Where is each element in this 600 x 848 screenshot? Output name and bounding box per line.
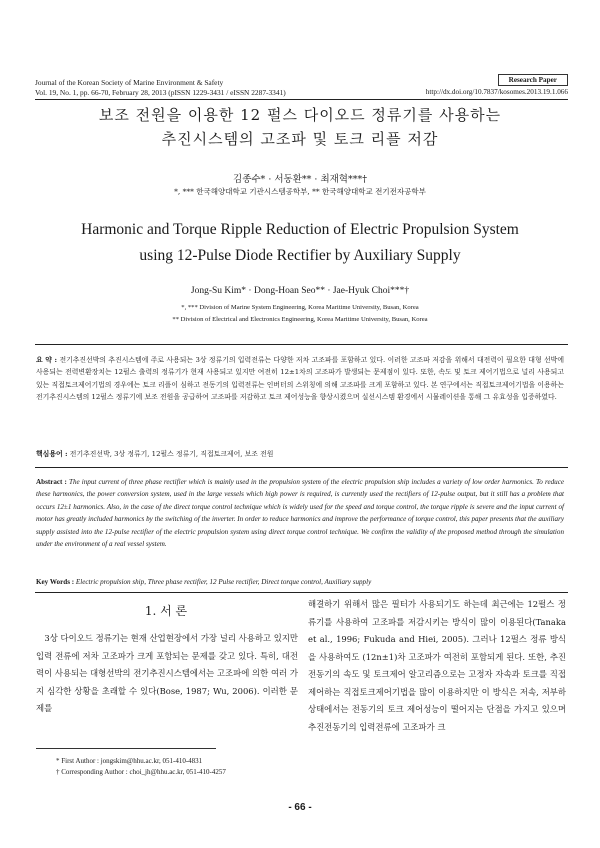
english-abstract-text: The input current of three phase rectifier which is mainly used in the propulsion system of the electric propulsion ship includes a variety of low order harmonics. To reduce these harmonics, the power conversion system, used in the large vessels which high power is required, is currently used the rectifiers of 12-pulse output, but it still has a problem that occurs 12±1 harmonics. Also, in the case of the direct torque control technique which is widely used for the speed and torque control, the torque ripple is severe and the input current of motor has greatly included harmonics by the switching of the inverter. In order to reduce harmonics and improve the performance of torque control, this paper presents that the auxiliary supply assisted into the 12-pulse rectifier of the electric propulsion system using direct torque control technique. We confirm the validity of the proposed method through the simulation under the environment of a real vessel system. [36, 478, 564, 549]
english-title [0, 217, 600, 269]
korean-affiliation: *, *** 한국해양대학교 기관시스템공학부, ** 한국해양대학교 전기전자공학부 [174, 187, 426, 196]
english-keywords-label: Key Words : [36, 578, 75, 586]
abstract-top-rule [35, 344, 568, 345]
journal-volume: Vol. 19, No. 1, pp. 66-70, February 28, 2013 (pISSN 1229-3431 / eISSN 2287-3341) [35, 88, 286, 97]
article-type-badge: Research Paper [498, 74, 568, 86]
korean-title [0, 103, 600, 151]
korean-title-line1: 보조 전원을 이용한 12 펄스 다이오드 정류기를 사용하는 [98, 106, 502, 124]
journal-header [35, 78, 286, 98]
english-affiliation [0, 302, 600, 326]
english-title-line2: using 12-Pulse Diode Rectifier by Auxiliary Supply [139, 247, 461, 264]
korean-abstract-text: 전기추진선박의 추진시스템에 주로 사용되는 3상 정류기의 입력전류는 다양한 저차 고조파를 포함하고 있다. 이러한 고조파 저감을 위해서 대전력이 필요한 대형 선박에 사용되는 전력변환장치는 12펄스 출력의 정류기가 현재 사용되고 있지만 여전히 12±1차의 고조파가 발생되는 문제점이 있다. 또한, 속도 및 토크 제어기법으로 널리 사용되고 있는 직접토크제어기법의 경우에는 토크 리플이 심하고 전동기의 입력전류는 인버터의 스위칭에 의해 고조파를 크게 포함하고 있다. 본 연구에서는 직접토크제어기법을 이용하는 전기추진시스템의 12펄스 정류기에 보조 전원을 공급하여 고조파를 저감하고 토크 제어성능을 향상시켰으며 실선시스템 환경에서 시뮬레이션을 통해 그 유효성을 입증하였다. [36, 356, 564, 402]
english-affiliation-line1: *, *** Division of Marine System Engineering, Korea Maritime University, Busan, Korea [181, 304, 419, 311]
abstract-bottom-rule [35, 592, 568, 593]
english-keywords [36, 576, 564, 588]
footnote-corresponding-author: † Corresponding Author : choi_jh@hhu.ac.kr, 051-410-4257 [56, 768, 226, 776]
korean-keywords-label: 핵심용어 : [36, 450, 68, 458]
korean-authors: 김종수* · 서동환** · 최재혁***† [233, 174, 367, 185]
english-abstract [36, 476, 564, 550]
english-abstract-label: Abstract : [36, 478, 67, 486]
section-heading-introduction: 1. 서 론 [144, 604, 188, 618]
korean-abstract-label: 요 약 : [36, 356, 58, 364]
body-right-column: 해결하기 위해서 많은 필터가 사용되기도 하는데 최근에는 12펄스 정류기를 사용하여 고조파를 저감시키는 방식이 많이 이용된다(Tanaka et al., 1996; Fukuda and Hiei, 2005). 그러나 12펄스 정류 방식을 사용하여도 (12n±1)차 고조파가 여전히 포함되게 된다. 또한, 추진전동기의 속도 및 토크제어 알고리즘으로는 고정자 자속과 토크를 직접 제어하는 직접토크제어기법을 많이 이용하지만 이 방식은 저속, 저부하 상태에서는 전동기의 토크 제어성능이 떨어지는 단점을 가지고 있으며 추진전동기의 입력전류에 고조파가 크 [308, 599, 566, 732]
footnote-first-author: * First Author : jongskim@hhu.ac.kr, 051-410-4831 [56, 757, 203, 765]
english-affiliation-line2: ** Division of Electrical and Electronics Engineering, Korea Maritime University, Busan, Korea [172, 316, 428, 323]
korean-keywords [36, 448, 564, 460]
page-number: - 66 - [288, 802, 312, 813]
footnote-rule [36, 748, 216, 749]
korean-abstract [36, 354, 564, 404]
korean-keywords-text: 전기추진선박, 3상 정류기, 12펄스 정류기, 직접토크제어, 보조 전원 [69, 450, 274, 458]
english-authors: Jong-Su Kim* · Dong-Hoan Seo** · Jae-Hyuk Choi***† [190, 286, 410, 296]
footnotes [36, 756, 298, 778]
journal-name: Journal of the Korean Society of Marine Environment & Safety [35, 78, 224, 87]
doi-link[interactable]: http://dx.doi.org/10.7837/kosomes.2013.19.1.066 [425, 88, 568, 96]
header-rule [35, 99, 568, 100]
english-keywords-text: Electric propulsion ship, Three phase rectifier, 12 Pulse rectifier, Direct torque control, Auxiliary supply [75, 578, 372, 586]
korean-title-line2: 추진시스템의 고조파 및 토크 리플 저감 [161, 130, 439, 148]
abstract-mid-rule [35, 467, 568, 468]
body-left-column: 3상 다이오드 정류기는 현재 산업현장에서 가장 널리 사용하고 있지만 입력 전류에 저차 고조파가 크게 포함되는 문제를 갖고 있다. 특히, 대전력이 사용되는 대형선박의 전기추진시스템에서는 고조파에 의한 여러 가지 심각한 상황을 초래할 수 있다(Bose, 1987; Wu, 2006). 이러한 문제를 [36, 633, 298, 713]
english-title-line1: Harmonic and Torque Ripple Reduction of Electric Propulsion System [81, 221, 519, 238]
